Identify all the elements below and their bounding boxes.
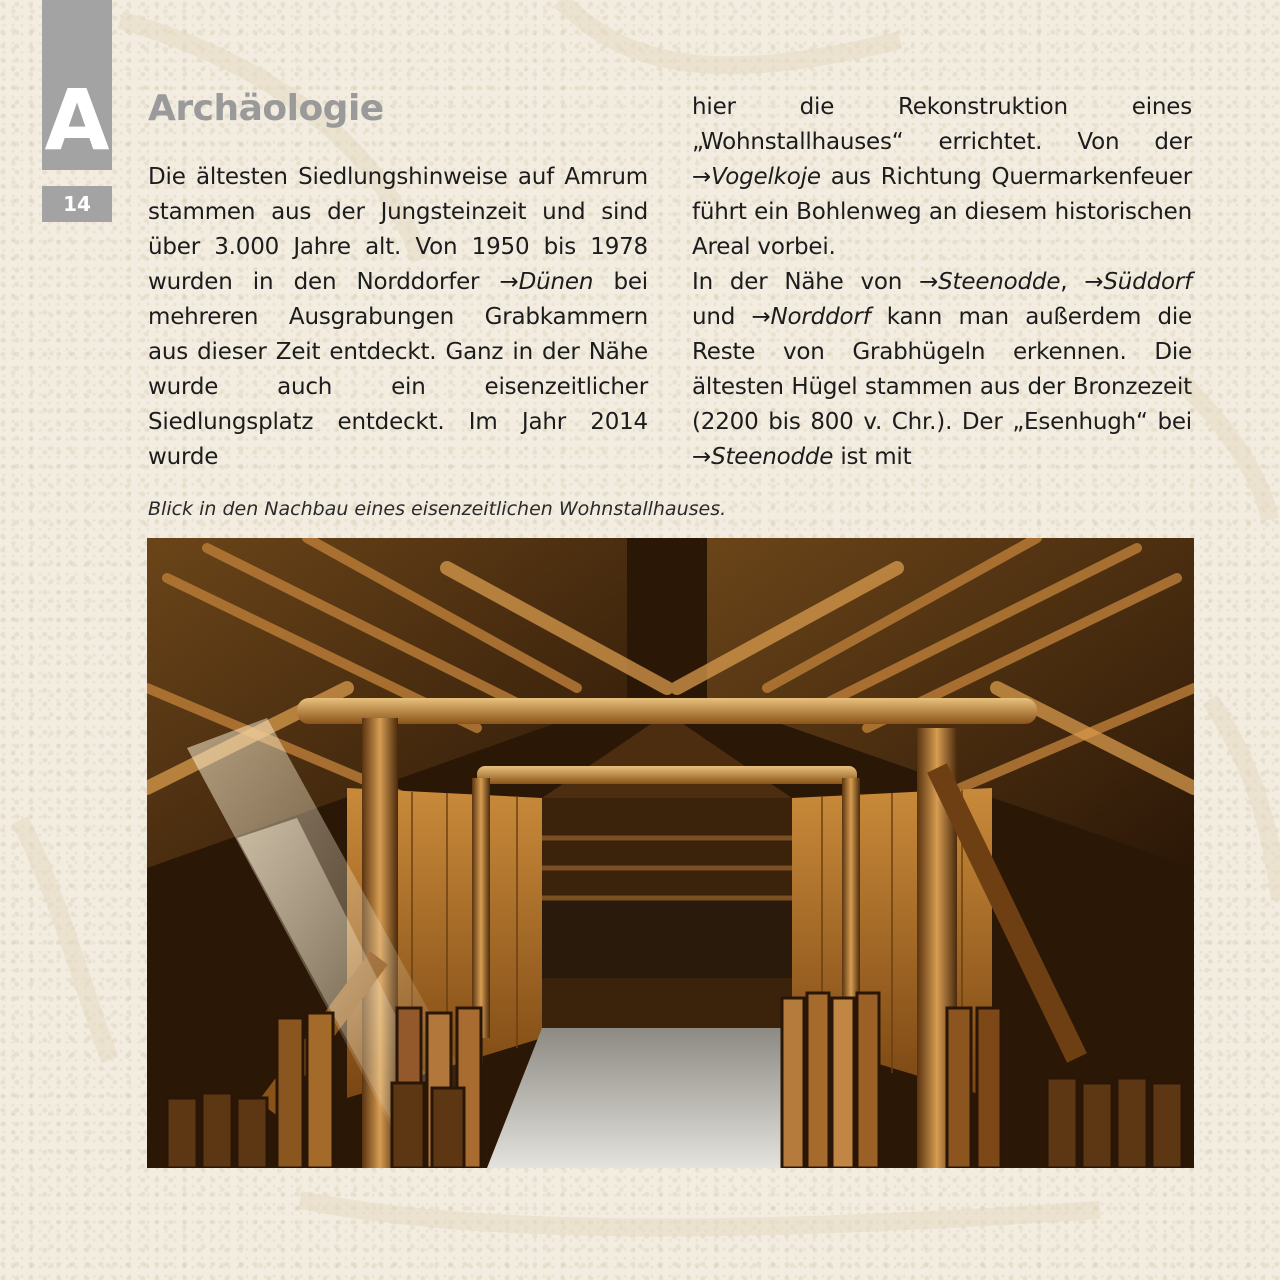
reference-arrow-icon: → [499, 269, 519, 295]
paragraph-text: Die ältesten Siedlungshinweise auf Amrum stammen aus der Jungsteinzeit und sind über 3.000 Jahre alt. Von 1950 bis 1978 wurden in den Norddorfer [148, 164, 648, 295]
longhouse-interior-photo [147, 538, 1194, 1168]
paragraph-text: aus Richtung Quermarkenfeuer führt ein Bohlenweg an diesem historischen Areal vorbei. [692, 164, 1192, 260]
paragraph-text: und [692, 304, 752, 330]
chapter-letter: A [44, 71, 110, 169]
text-column-right [692, 90, 1192, 475]
reference-term: Süddorf [1103, 269, 1192, 295]
reference-arrow-icon: → [692, 444, 712, 470]
cross-reference-link[interactable] [1084, 269, 1192, 295]
cross-reference-link[interactable] [692, 444, 833, 470]
reference-term: Norddorf [770, 304, 871, 330]
reference-term: Dünen [518, 269, 594, 295]
cross-reference-link[interactable] [919, 269, 1060, 295]
paragraph-text: ist mit [833, 444, 912, 470]
reference-term: Vogelkoje [711, 164, 821, 190]
cross-reference-link[interactable] [692, 164, 821, 190]
text-column-left [148, 160, 648, 475]
section-heading: Archäologie [148, 88, 384, 129]
page-number: 14 [42, 186, 112, 222]
paragraph [692, 265, 1192, 475]
photo-caption: Blick in den Nachbau eines eisenzeitlichen Wohnstallhauses. [148, 498, 727, 520]
paragraph-text: bei mehreren Ausgrabungen Grabkammern aus dieser Zeit entdeckt. Ganz in der Nähe wurde auch ein eisenzeitlicher Siedlungsplatz entdeckt. Im Jahr 2014 wurde [148, 269, 648, 470]
paragraph [692, 90, 1192, 265]
reference-arrow-icon: → [692, 164, 712, 190]
paragraph-text: kann man außerdem die Reste von Grabhügeln erkennen. Die ältesten Hügel stammen aus der Bronzezeit (2200 bis 800 v. Chr.). Der „Esenhugh“ bei [692, 304, 1192, 435]
paragraph-text: hier die Rekonstruktion eines „Wohnstallhauses“ errichtet. Von der [692, 94, 1192, 155]
cross-reference-link[interactable] [751, 304, 870, 330]
reference-arrow-icon: → [751, 304, 771, 330]
paragraph [148, 160, 648, 475]
paragraph-text: In der Nähe von [692, 269, 920, 295]
cross-reference-link[interactable] [500, 269, 594, 295]
reference-term: Steenodde [938, 269, 1061, 295]
paragraph-text: , [1060, 269, 1085, 295]
reference-arrow-icon: → [919, 269, 939, 295]
reference-arrow-icon: → [1084, 269, 1104, 295]
reference-term: Steenodde [711, 444, 834, 470]
chapter-tab [42, 0, 112, 222]
